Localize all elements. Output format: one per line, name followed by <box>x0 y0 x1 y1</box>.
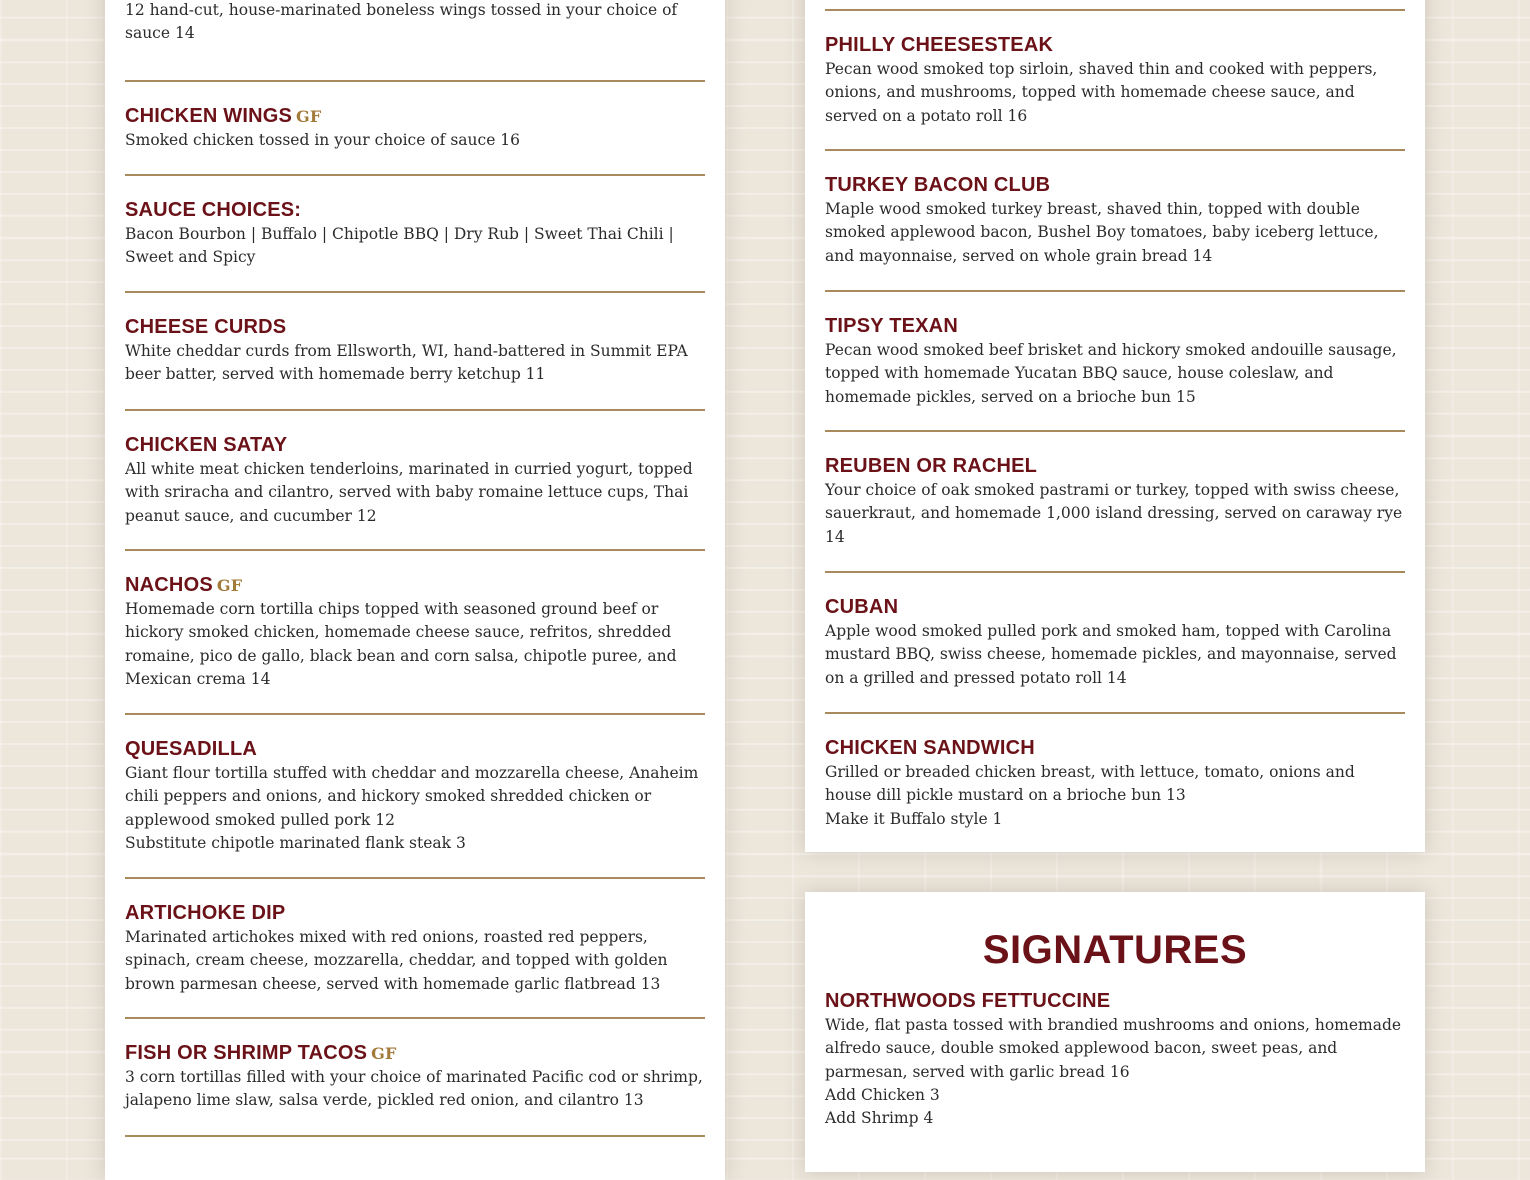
sandwiches-panel <box>805 0 1425 852</box>
item-extra: Substitute chipotle marinated flank steak 3 <box>125 833 466 852</box>
menu-item-chicken-satay <box>125 433 705 528</box>
item-title: NACHOS GF <box>125 574 243 596</box>
item-extra: Make it Buffalo style 1 <box>825 809 1003 828</box>
item-title: NORTHWOODS FETTUCCINE <box>825 990 1111 1012</box>
item-description: All white meat chicken tenderloins, marinated in curried yogurt, topped with sriracha and cilantro, served with baby romaine lettuce cups, Thai peanut sauce, and cucumber 12 <box>125 460 693 525</box>
item-description: Homemade corn tortilla chips topped with seasoned ground beef or hickory smoked chicken, homemade cheese sauce, refritos, shredded romaine, pico de gallo, black bean and corn salsa, chipotle puree, and Mexican crema 14 <box>125 600 677 688</box>
divider <box>825 571 1405 573</box>
item-description: White cheddar curds from Ellsworth, WI, hand-battered in Summit EPA beer batter, served with homemade berry ketchup 11 <box>125 342 688 384</box>
divider <box>825 9 1405 11</box>
item-title: TURKEY BACON CLUB <box>825 174 1051 196</box>
item-extra: Add Shrimp 4 <box>825 1109 934 1128</box>
divider <box>125 877 705 879</box>
item-title: CUBAN <box>825 596 899 618</box>
menu-item-reuben-or-rachel <box>825 454 1405 549</box>
divider <box>125 1017 705 1019</box>
item-title: REUBEN OR RACHEL <box>825 455 1038 477</box>
menu-item-turkey-bacon-club <box>825 173 1405 268</box>
menu-item-cheese-curds <box>125 315 705 387</box>
divider <box>825 430 1405 432</box>
menu-item-boneless-wings <box>125 0 705 46</box>
menu-item-tipsy-texan <box>825 314 1405 409</box>
signatures-panel <box>805 892 1425 1172</box>
menu-item-artichoke-dip <box>125 901 705 996</box>
item-description: Maple wood smoked turkey breast, shaved thin, topped with double smoked applewood bacon, Bushel Boy tomatoes, baby iceberg lettuce, and mayonnaise, served on whole grain bread 14 <box>825 200 1379 265</box>
item-description: 3 corn tortillas filled with your choice of marinated Pacific cod or shrimp, jalapeno lime slaw, salsa verde, pickled red onion, and cilantro 13 <box>125 1068 703 1110</box>
item-description: Smoked chicken tossed in your choice of sauce 16 <box>125 131 521 149</box>
item-title: PHILLY CHEESESTEAK <box>825 34 1054 56</box>
item-description: Grilled or breaded chicken breast, with lettuce, tomato, onions and house dill pickle mustard on a brioche bun 13 <box>825 763 1355 805</box>
gf-tag: GF <box>296 107 322 126</box>
item-title: ARTICHOKE DIP <box>125 902 286 924</box>
item-description: Pecan wood smoked beef brisket and hickory smoked andouille sausage, topped with homemade Yucatan BBQ sauce, house coleslaw, and homemade pickles, served on a brioche bun 15 <box>825 341 1397 406</box>
menu-item-chicken-wings <box>125 104 705 152</box>
divider <box>825 712 1405 714</box>
divider <box>125 549 705 551</box>
menu-item-cuban <box>825 595 1405 690</box>
item-title: QUESADILLA <box>125 738 257 760</box>
menu-item-fish-or-shrimp-tacos <box>125 1041 705 1113</box>
menu-item-chicken-sandwich <box>825 736 1405 831</box>
item-title: FISH OR SHRIMP TACOS GF <box>125 1042 397 1064</box>
menu-item-philly-cheesesteak <box>825 33 1405 128</box>
gf-tag: GF <box>371 1044 397 1063</box>
item-description: Giant flour tortilla stuffed with cheddar and mozzarella cheese, Anaheim chili peppers and onions, and hickory smoked shredded chicken or applewood smoked pulled pork 12 <box>125 764 699 829</box>
item-description: Pecan wood smoked top sirloin, shaved thin and cooked with peppers, onions, and mushrooms, topped with homemade cheese sauce, and served on a potato roll 16 <box>825 60 1378 125</box>
menu-item-nachos <box>125 573 705 691</box>
divider <box>125 291 705 293</box>
section-heading: SIGNATURES <box>982 928 1248 972</box>
item-description: Marinated artichokes mixed with red onions, roasted red peppers, spinach, cream cheese, mozzarella, cheddar, and topped with golden brown parmesan cheese, served with homemade garlic flatbread 13 <box>125 928 668 993</box>
menu-item-sauce-choices <box>125 198 705 270</box>
divider <box>125 713 705 715</box>
item-description: Apple wood smoked pulled pork and smoked ham, topped with Carolina mustard BBQ, swiss cheese, homemade pickles, and mayonnaise, served on a grilled and pressed potato roll 14 <box>825 622 1397 687</box>
gf-tag: GF <box>216 576 243 595</box>
appetizers-panel <box>105 0 725 1180</box>
divider <box>125 80 705 82</box>
divider <box>125 1135 705 1137</box>
item-description: Wide, flat pasta tossed with brandied mushrooms and onions, homemade alfredo sauce, double smoked applewood bacon, sweet peas, and parmesan, served with garlic bread 16 <box>825 1016 1402 1081</box>
divider <box>825 290 1405 292</box>
item-title: TIPSY TEXAN <box>825 315 958 337</box>
divider <box>125 409 705 411</box>
item-title: CHICKEN SANDWICH <box>825 737 1035 759</box>
item-title: SAUCE CHOICES: <box>125 199 302 221</box>
item-extra: Add Chicken 3 <box>825 1085 940 1104</box>
menu-item-quesadilla <box>125 737 705 855</box>
item-title: CHICKEN SATAY <box>125 434 288 456</box>
item-description: 12 hand-cut, house-marinated boneless wings tossed in your choice of sauce 14 <box>125 1 678 43</box>
divider <box>825 149 1405 151</box>
item-title: CHEESE CURDS <box>125 316 287 338</box>
item-description: Your choice of oak smoked pastrami or turkey, topped with swiss cheese, sauerkraut, and homemade 1,000 island dressing, served on caraway rye 14 <box>825 481 1403 546</box>
menu-item-northwoods-fettuccine <box>825 989 1405 1130</box>
item-title: CHICKEN WINGS GF <box>125 105 322 127</box>
item-description: Bacon Bourbon | Buffalo | Chipotle BBQ | Dry Rub | Sweet Thai Chili | Sweet and Spicy <box>125 225 674 267</box>
divider <box>125 174 705 176</box>
